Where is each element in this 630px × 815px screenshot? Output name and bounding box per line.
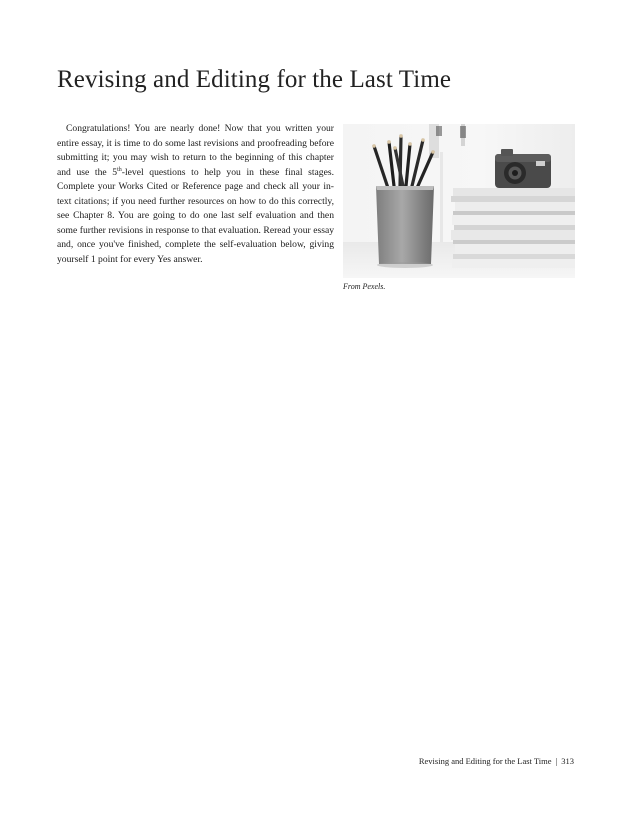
ordinal-superscript: th [117, 166, 122, 173]
page-heading: Revising and Editing for the Last Time [57, 66, 452, 93]
pencil-cup-photo [343, 124, 575, 278]
footer-title: Revising and Editing for the Last Time [418, 756, 552, 766]
page-number: 313 [561, 756, 574, 766]
paragraph-part-1: Congratulations! You are nearly done! Now that you written your entire essay, it is time to do some last revisions and proofreading before submitting it; you may wish to return to the beginning of this chapter and use the 5 [57, 123, 334, 178]
footer-separator: | [555, 756, 558, 766]
body-paragraph [57, 122, 334, 267]
paragraph-part-2: -level questions to help you in these final stages. Complete your Works Cited or Reference page and check all your in-text citations; if you need further resources on how to do this correctly, see Chapter 8. You are going to do one last self evaluation and then some further revisions in response to that evaluation. Reread your essay and, once you've finished, complete the self-evaluation below, giving yourself 1 point for every Yes answer. [57, 166, 334, 265]
page-footer [419, 756, 574, 766]
figure-caption: From Pexels. [343, 282, 386, 291]
figure [343, 124, 575, 291]
